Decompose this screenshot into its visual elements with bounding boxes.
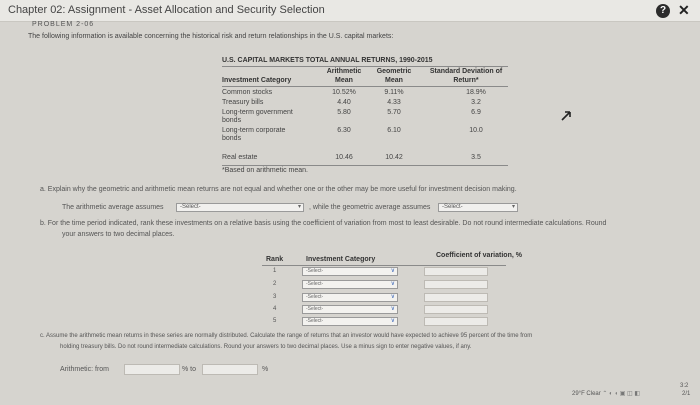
rank-number: 5 <box>273 318 277 324</box>
sd-value: 3.2 <box>471 99 481 106</box>
cv-header: Coefficient of variation, % <box>436 252 522 259</box>
window-title: Chapter 02: Assignment - Asset Allocation and Security Selection <box>8 4 325 16</box>
select-label: -Select- <box>306 306 324 312</box>
title-bar <box>0 0 700 22</box>
rank-number: 3 <box>273 294 277 300</box>
row-label: Treasury bills <box>222 99 264 106</box>
sd-value: 18.9% <box>466 89 486 96</box>
table-rule-bottom <box>222 165 508 166</box>
cv-input-2[interactable] <box>424 280 488 289</box>
arith-value: 10.52% <box>332 89 356 96</box>
sd-value: 3.5 <box>471 154 481 161</box>
cv-input-3[interactable] <box>424 293 488 302</box>
row-label: Long-term government <box>222 109 293 116</box>
close-icon[interactable]: ✕ <box>678 2 690 18</box>
percent-label: % <box>262 366 269 373</box>
part-a-question: a. Explain why the geometric and arithmetic mean returns are not equal and whether one or the other may be more useful for investment decision making. <box>40 186 517 193</box>
header-arith-1: Arithmetic <box>326 68 362 75</box>
tray-icons: ⌃ ◐ ◖ ▣ ◫ ◧ <box>602 391 641 397</box>
chevron-down-icon: ∨ <box>390 281 395 287</box>
range-to-input[interactable] <box>202 364 258 375</box>
row-label: Real estate <box>222 154 258 161</box>
part-c-question-1: c. Assume the arithmetic mean returns in these series are normally distributed. Calculate the range of returns that an investor would have expected to achieve 95 percent of the time from <box>40 333 533 339</box>
table-rule-header <box>222 86 508 87</box>
select-label: -Select- <box>306 294 324 300</box>
part-b-question-2: your answers to two decimal places. <box>62 231 175 238</box>
cv-input-4[interactable] <box>424 305 488 314</box>
chevron-down-icon: ∨ <box>390 318 395 324</box>
problem-label: PROBLEM 2-06 <box>32 21 95 28</box>
rank-select-1[interactable] <box>302 267 398 276</box>
chevron-down-icon: ∨ <box>390 268 395 274</box>
range-from-input[interactable] <box>124 364 180 375</box>
cv-input-1[interactable] <box>424 267 488 276</box>
chevron-down-icon: ∨ <box>390 294 395 300</box>
arith-value: 5.80 <box>337 109 351 116</box>
system-tray <box>572 390 640 397</box>
table-footnote: *Based on arithmetic mean. <box>222 167 308 174</box>
rank-rule <box>262 265 506 266</box>
sd-value: 6.9 <box>471 109 481 116</box>
geo-value: 4.33 <box>387 99 401 106</box>
header-sd-1: Standard Deviation of <box>429 68 503 75</box>
chevron-down-icon: ∨ <box>390 306 395 312</box>
part-a-middle: , while the geometric average assumes <box>309 204 431 211</box>
select-label: -Select- <box>306 281 324 287</box>
part-a-select-1[interactable] <box>176 203 304 212</box>
geo-value: 6.10 <box>387 127 401 134</box>
rank-select-3[interactable] <box>302 293 398 302</box>
cv-input-5[interactable] <box>424 317 488 326</box>
chevron-down-icon: ▾ <box>297 204 301 210</box>
arith-value: 4.40 <box>337 99 351 106</box>
rank-header: Rank <box>266 256 284 263</box>
header-arith-2: Mean <box>335 77 353 84</box>
header-sd-2: Return* <box>453 77 479 84</box>
geo-value: 5.70 <box>387 109 401 116</box>
row-label: Common stocks <box>222 89 273 96</box>
clock-time: 3:2 <box>680 383 689 389</box>
part-b-question-1: b. For the time period indicated, rank these investments on a relative basis using the coefficient of variation from most to least desirable. Do not round intermediate calculations. Round <box>40 220 607 227</box>
header-category: Investment Category <box>222 77 292 84</box>
header-geo-1: Geometric <box>376 68 412 75</box>
rank-select-2[interactable] <box>302 280 398 289</box>
select-label: -Select- <box>442 204 463 210</box>
header-geo-2: Mean <box>385 77 403 84</box>
part-c-question-2: holding treasury bills. Do not round intermediate calculations. Round your answers to two decimal places. Use a minus sign to enter negative values, if any. <box>60 344 472 350</box>
arith-value: 10.46 <box>335 154 353 161</box>
cursor-icon <box>560 110 572 122</box>
rank-number: 1 <box>273 268 277 274</box>
row-label-cont: bonds <box>222 135 242 142</box>
chevron-down-icon: ▾ <box>511 204 515 210</box>
rank-select-5[interactable] <box>302 317 398 326</box>
part-a-select-2[interactable] <box>438 203 518 212</box>
help-icon[interactable]: ? <box>656 4 670 18</box>
select-label: -Select- <box>306 318 324 324</box>
sd-value: 10.0 <box>469 127 483 134</box>
rank-number: 2 <box>273 281 277 287</box>
select-label: -Select- <box>306 268 324 274</box>
table-title: U.S. CAPITAL MARKETS TOTAL ANNUAL RETURNS, 1990-2015 <box>222 57 433 64</box>
rank-number: 4 <box>273 306 277 312</box>
part-a-prefix: The arithmetic average assumes <box>62 204 164 211</box>
row-label: Long-term corporate <box>222 127 286 134</box>
rank-select-4[interactable] <box>302 305 398 314</box>
category-header: Investment Category <box>306 256 376 263</box>
intro-text: The following information is available concerning the historical risk and return relationships in the U.S. capital markets: <box>28 33 394 40</box>
geo-value: 10.42 <box>385 154 403 161</box>
row-label-cont: bonds <box>222 117 242 124</box>
clock-date: 2/1 <box>682 391 691 397</box>
table-rule-top <box>222 66 508 67</box>
arith-value: 6.30 <box>337 127 351 134</box>
range-to-label: % to <box>182 366 197 373</box>
select-label: -Select- <box>180 204 201 210</box>
geo-value: 9.11% <box>384 89 404 96</box>
range-label: Arithmetic: from <box>60 366 110 373</box>
weather-text: 29°F Clear <box>572 391 601 397</box>
